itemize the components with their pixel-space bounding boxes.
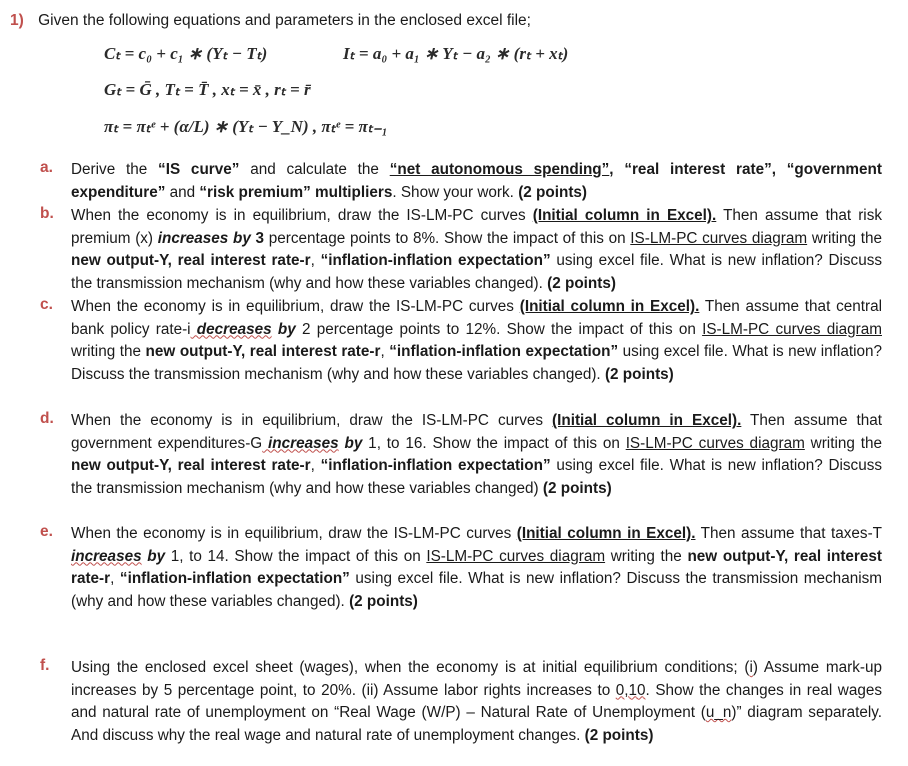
points-label: (2 points) <box>518 183 588 201</box>
text-run: , <box>110 570 120 588</box>
text-run: , <box>380 343 390 361</box>
equation-investment: Iₜ = a₀ + a₁ ∗ Yₜ − a₂ ∗ (rₜ + xₜ) <box>343 44 569 63</box>
text-run: and <box>169 183 200 201</box>
points-label: (2 points) <box>349 592 418 610</box>
text-run: Then assume that taxes-T <box>695 525 883 542</box>
text-run: i <box>749 659 753 676</box>
text-run: increases <box>262 434 339 452</box>
text-run: new output-Y, real interest rate-r <box>71 457 311 475</box>
item-text <box>71 657 882 747</box>
text-run: using excel file. What is new inflation? Discuss the transmission mechanism (why and how these variables changed). <box>71 252 883 292</box>
text-run: (Initial column in Excel). <box>532 207 717 224</box>
text-run: When the economy is in equilibrium, draw the IS-LM-PC curves <box>71 207 533 224</box>
equation-consumption: Cₜ = c₀ + c₁ ∗ (Yₜ − Tₜ) <box>104 44 268 63</box>
text-run: . Show your work. <box>392 183 519 201</box>
text-run: “inflation-inflation expectation” <box>119 570 350 588</box>
text-run: . Show the changes in real wages and natural rate of unemployment on “Real Wage (W/P) – Natural Rate of Unemployment ( <box>71 681 882 722</box>
text-run: “inflation-inflation expectation” <box>320 457 551 475</box>
text-run: using excel file. What is new inflation? Discuss the transmission mechanism (why and how these variables changed). <box>71 570 882 610</box>
text-run: writing the <box>71 343 146 361</box>
item-marker: c. <box>40 296 53 313</box>
item-a <box>40 159 882 204</box>
equation-parameters: Gₜ = Ḡ , Tₜ = T̄ , xₜ = x̄ , rₜ = r̄ <box>104 80 311 99</box>
text-run: IS-LM-PC curves diagram <box>426 547 606 565</box>
item-marker: e. <box>40 523 53 540</box>
item-marker: b. <box>40 205 54 222</box>
text-run: , “real interest rate”, “government expenditure” <box>71 161 882 201</box>
item-e <box>40 523 882 613</box>
text-run: ) Assume mark-up increases by 5 percentage point, to 20%. (ii) Assume labor rights increases to <box>71 659 882 699</box>
text-run: writing the <box>807 229 882 247</box>
text-run: by <box>338 434 363 452</box>
item-marker: a. <box>40 159 53 176</box>
text-run: , <box>310 457 321 475</box>
text-run: percentage points to 8%. Show the impact of this on <box>264 229 631 247</box>
text-run: “inflation-inflation expectation” <box>389 343 619 361</box>
text-run: )” diagram separately. And discuss why the real wage and natural rate of unemployment changes. <box>71 704 882 744</box>
text-run: 1, to 14. Show the impact of this on <box>165 547 427 565</box>
text-run: (Initial column in Excel). <box>552 412 742 429</box>
item-text <box>71 205 882 295</box>
text-run: (Initial column in Excel). <box>516 525 696 542</box>
text-run: by <box>141 547 166 565</box>
item-marker: f. <box>40 657 50 674</box>
question-heading <box>10 12 531 30</box>
text-run: using excel file. What is new inflation? Discuss the transmission mechanism (why and how these variables changed) <box>71 457 883 497</box>
text-run: u_n <box>705 704 732 722</box>
text-run: 3 <box>250 229 265 247</box>
text-run: decreases <box>190 320 272 338</box>
text-run: “net autonomous spending” <box>389 161 610 178</box>
text-run: 1, to 16. Show the impact of this on <box>362 434 626 452</box>
text-run: 0,10 <box>615 681 646 699</box>
text-run: increases by <box>157 229 251 247</box>
text-run: by <box>271 320 296 338</box>
text-run: Then assume that risk premium (x) <box>71 207 882 247</box>
text-run: Using the enclosed excel sheet (wages), when the economy is at initial equilibrium conditions; ( <box>71 659 750 676</box>
text-run: using excel file. What is new inflation? Discuss the transmission mechanism (why and how these variables changed). <box>71 343 883 383</box>
text-run: increases <box>71 547 142 565</box>
text-run: “inflation-inflation expectation” <box>320 252 551 270</box>
question-intro: Given the following equations and parameters in the enclosed excel file; <box>38 12 531 29</box>
text-run: “risk premium” multipliers <box>199 183 393 201</box>
text-run: and calculate the <box>239 161 390 178</box>
text-run: new output-Y, real interest rate-r <box>71 547 882 588</box>
text-run: IS-LM-PC curves diagram <box>702 320 882 338</box>
text-run: When the economy is in equilibrium, draw the IS-LM-PC curves <box>71 525 517 542</box>
equation-phillips-curve: πₜ = πₜᵉ + (α/L) ∗ (Yₜ − Y_N) , πₜᵉ = πₜ₋₁ <box>104 117 388 136</box>
text-run: IS-LM-PC curves diagram <box>630 229 808 247</box>
item-text <box>71 159 882 204</box>
text-run: Then assume that government expenditures-G <box>71 412 882 452</box>
text-run: writing the <box>605 547 688 565</box>
points-label: (2 points) <box>542 479 612 497</box>
text-run: new output-Y, real interest rate-r <box>71 252 311 270</box>
text-run: Derive the <box>71 161 159 178</box>
text-run: new output-Y, real interest rate-r <box>145 343 381 361</box>
text-run: “IS curve” <box>158 161 240 178</box>
item-marker: d. <box>40 410 54 427</box>
text-run: When the economy is in equilibrium, draw the IS-LM-PC curves <box>71 298 520 315</box>
item-c <box>40 296 882 386</box>
points-label: (2 points) <box>584 726 654 744</box>
question-number: 1) <box>10 12 24 29</box>
points-label: (2 points) <box>604 365 674 383</box>
text-run: When the economy is in equilibrium, draw the IS-LM-PC curves <box>71 412 553 429</box>
item-text <box>71 410 882 500</box>
text-run: IS-LM-PC curves diagram <box>625 434 805 452</box>
text-run: Then assume that central bank policy rate-i <box>71 298 882 338</box>
text-run: , <box>310 252 321 270</box>
text-run: 2 percentage points to 12%. Show the impact of this on <box>295 320 703 338</box>
text-run: (Initial column in Excel). <box>519 298 700 315</box>
text-run: writing the <box>804 434 882 452</box>
item-f <box>40 657 882 747</box>
item-text <box>71 523 882 613</box>
item-text <box>71 296 882 386</box>
points-label: (2 points) <box>547 274 616 292</box>
item-b <box>40 205 882 295</box>
item-d <box>40 410 882 500</box>
